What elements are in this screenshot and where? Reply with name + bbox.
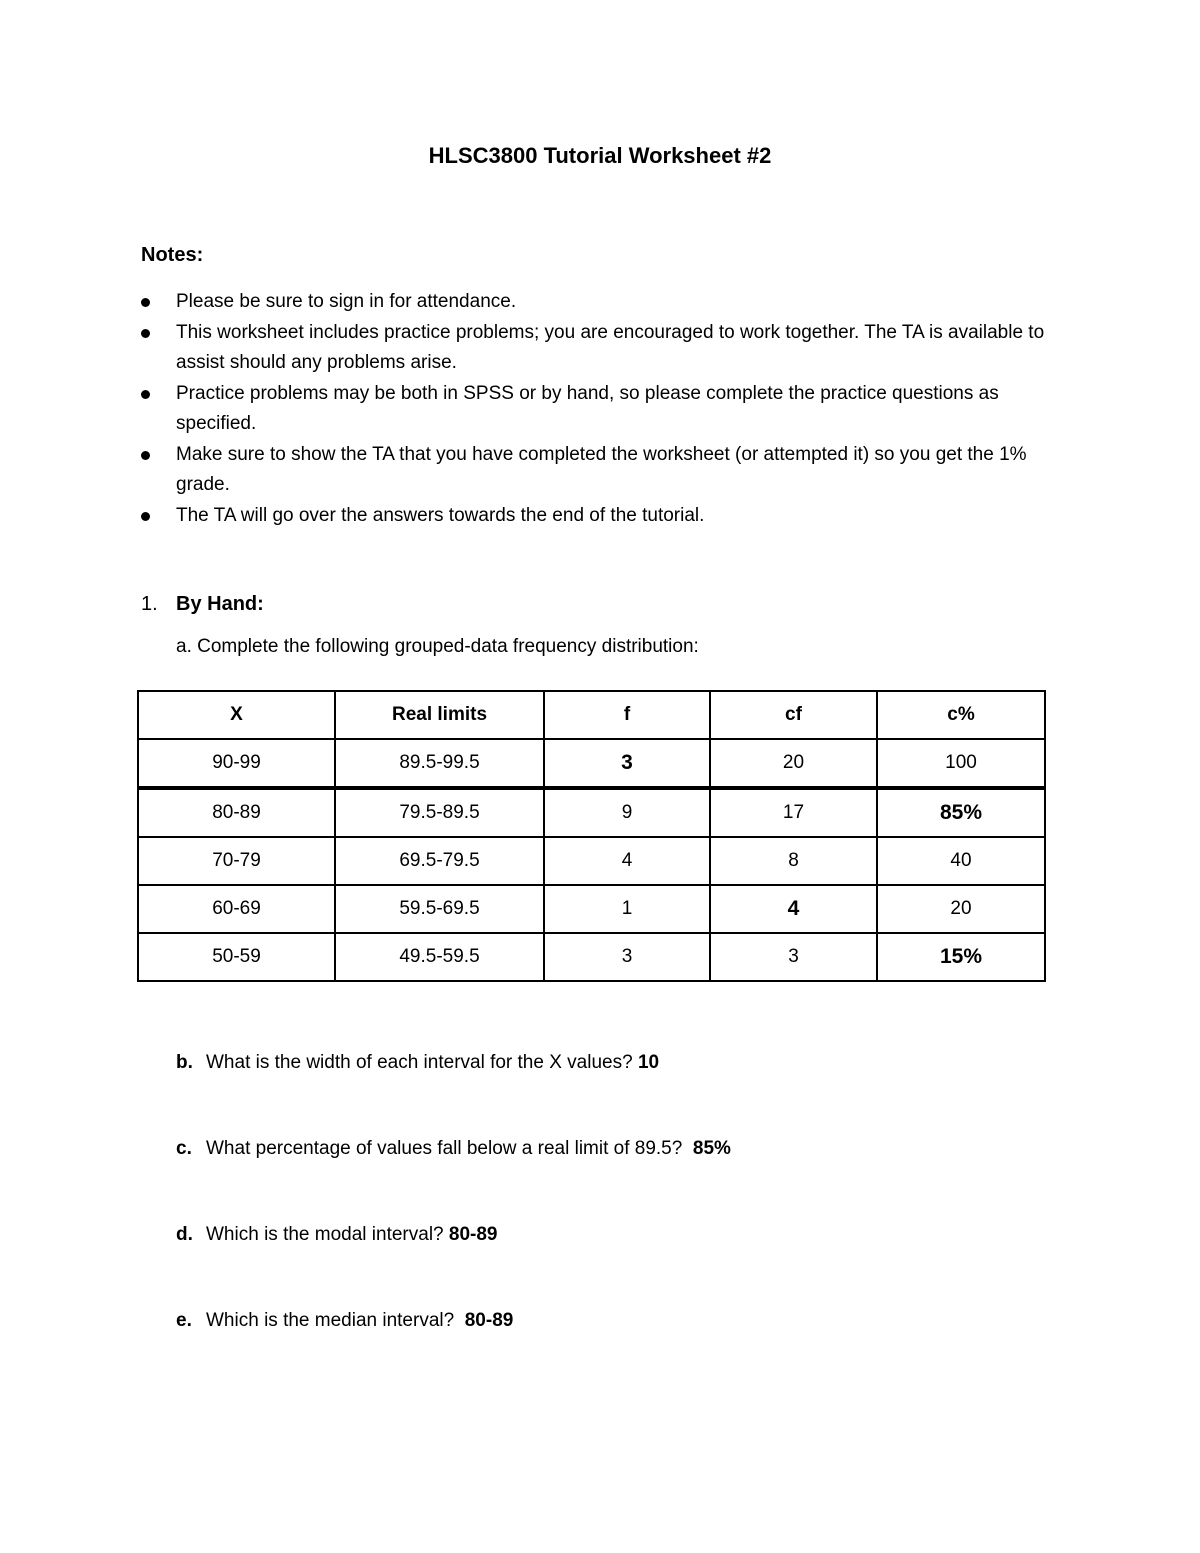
table-row	[138, 885, 1045, 933]
cell-c-percent: 100	[877, 739, 1045, 788]
note-text: Practice problems may be both in SPSS or by hand, so please complete the practice questions as specified.	[176, 382, 999, 434]
bullet-icon	[141, 512, 150, 521]
question-letter: c.	[176, 1138, 192, 1159]
cell-cf: 4	[710, 885, 877, 933]
question-b	[176, 1052, 659, 1074]
cell-cf: 8	[710, 837, 877, 885]
cell-x: 50-59	[138, 933, 335, 981]
question-answer: 10	[637, 1052, 660, 1073]
question-answer: 80-89	[464, 1310, 514, 1331]
note-text: This worksheet includes practice problems; you are encouraged to work together. The TA is available to assist should any problems arise.	[176, 321, 1045, 373]
table-row	[138, 788, 1045, 837]
question-text: What is the width of each interval for the X values?	[206, 1052, 633, 1073]
table-row	[138, 933, 1045, 981]
cell-cf: 17	[710, 788, 877, 837]
question-letter: b.	[176, 1052, 193, 1073]
question-1-heading	[141, 593, 264, 616]
question-e	[176, 1310, 513, 1332]
bullet-icon	[141, 298, 150, 307]
question-label: By Hand:	[176, 593, 264, 615]
cell-cf: 20	[710, 739, 877, 788]
notes-label: Notes:	[141, 244, 204, 266]
question-c	[176, 1138, 731, 1160]
note-item	[141, 379, 1061, 440]
cell-real-limits: 79.5-89.5	[335, 788, 544, 837]
cell-real-limits: 69.5-79.5	[335, 837, 544, 885]
header-cf: cf	[710, 691, 877, 739]
header-real-limits: Real limits	[335, 691, 544, 739]
cell-f: 3	[544, 933, 710, 981]
notes-list	[141, 287, 1061, 531]
question-1a-prompt: a. Complete the following grouped-data frequency distribution:	[176, 636, 699, 657]
cell-x: 70-79	[138, 837, 335, 885]
page-title: HLSC3800 Tutorial Worksheet #2	[428, 143, 772, 168]
note-text: Please be sure to sign in for attendance.	[176, 291, 517, 312]
table-row	[138, 837, 1045, 885]
cell-real-limits: 89.5-99.5	[335, 739, 544, 788]
question-letter: e.	[176, 1310, 192, 1331]
cell-cf: 3	[710, 933, 877, 981]
question-text: What percentage of values fall below a real limit of 89.5?	[206, 1138, 683, 1159]
bullet-icon	[141, 451, 150, 460]
question-number: 1.	[141, 593, 158, 615]
note-item	[141, 318, 1061, 379]
cell-real-limits: 59.5-69.5	[335, 885, 544, 933]
header-f: f	[544, 691, 710, 739]
header-c-percent: c%	[877, 691, 1045, 739]
question-d	[176, 1224, 498, 1246]
cell-real-limits: 49.5-59.5	[335, 933, 544, 981]
note-item	[141, 501, 1061, 532]
cell-f: 9	[544, 788, 710, 837]
header-x: X	[138, 691, 335, 739]
cell-c-percent: 20	[877, 885, 1045, 933]
cell-x: 90-99	[138, 739, 335, 788]
cell-f: 4	[544, 837, 710, 885]
cell-x: 60-69	[138, 885, 335, 933]
question-answer: 80-89	[448, 1224, 498, 1245]
note-item	[141, 287, 1061, 318]
question-letter: d.	[176, 1224, 193, 1245]
cell-f: 3	[544, 739, 710, 788]
question-text: Which is the median interval?	[206, 1310, 455, 1331]
cell-f: 1	[544, 885, 710, 933]
table-row	[138, 739, 1045, 788]
cell-x: 80-89	[138, 788, 335, 837]
table-header-row	[138, 691, 1045, 739]
bullet-icon	[141, 329, 150, 338]
question-answer: 85%	[692, 1138, 731, 1159]
frequency-table	[137, 690, 1046, 982]
bullet-icon	[141, 390, 150, 399]
cell-c-percent: 40	[877, 837, 1045, 885]
question-text: Which is the modal interval?	[206, 1224, 444, 1245]
cell-c-percent: 15%	[877, 933, 1045, 981]
cell-c-percent: 85%	[877, 788, 1045, 837]
note-item	[141, 440, 1061, 501]
note-text: The TA will go over the answers towards the end of the tutorial.	[176, 504, 705, 526]
note-text: Make sure to show the TA that you have completed the worksheet (or attempted it) so you get the 1% grade.	[176, 443, 1027, 495]
